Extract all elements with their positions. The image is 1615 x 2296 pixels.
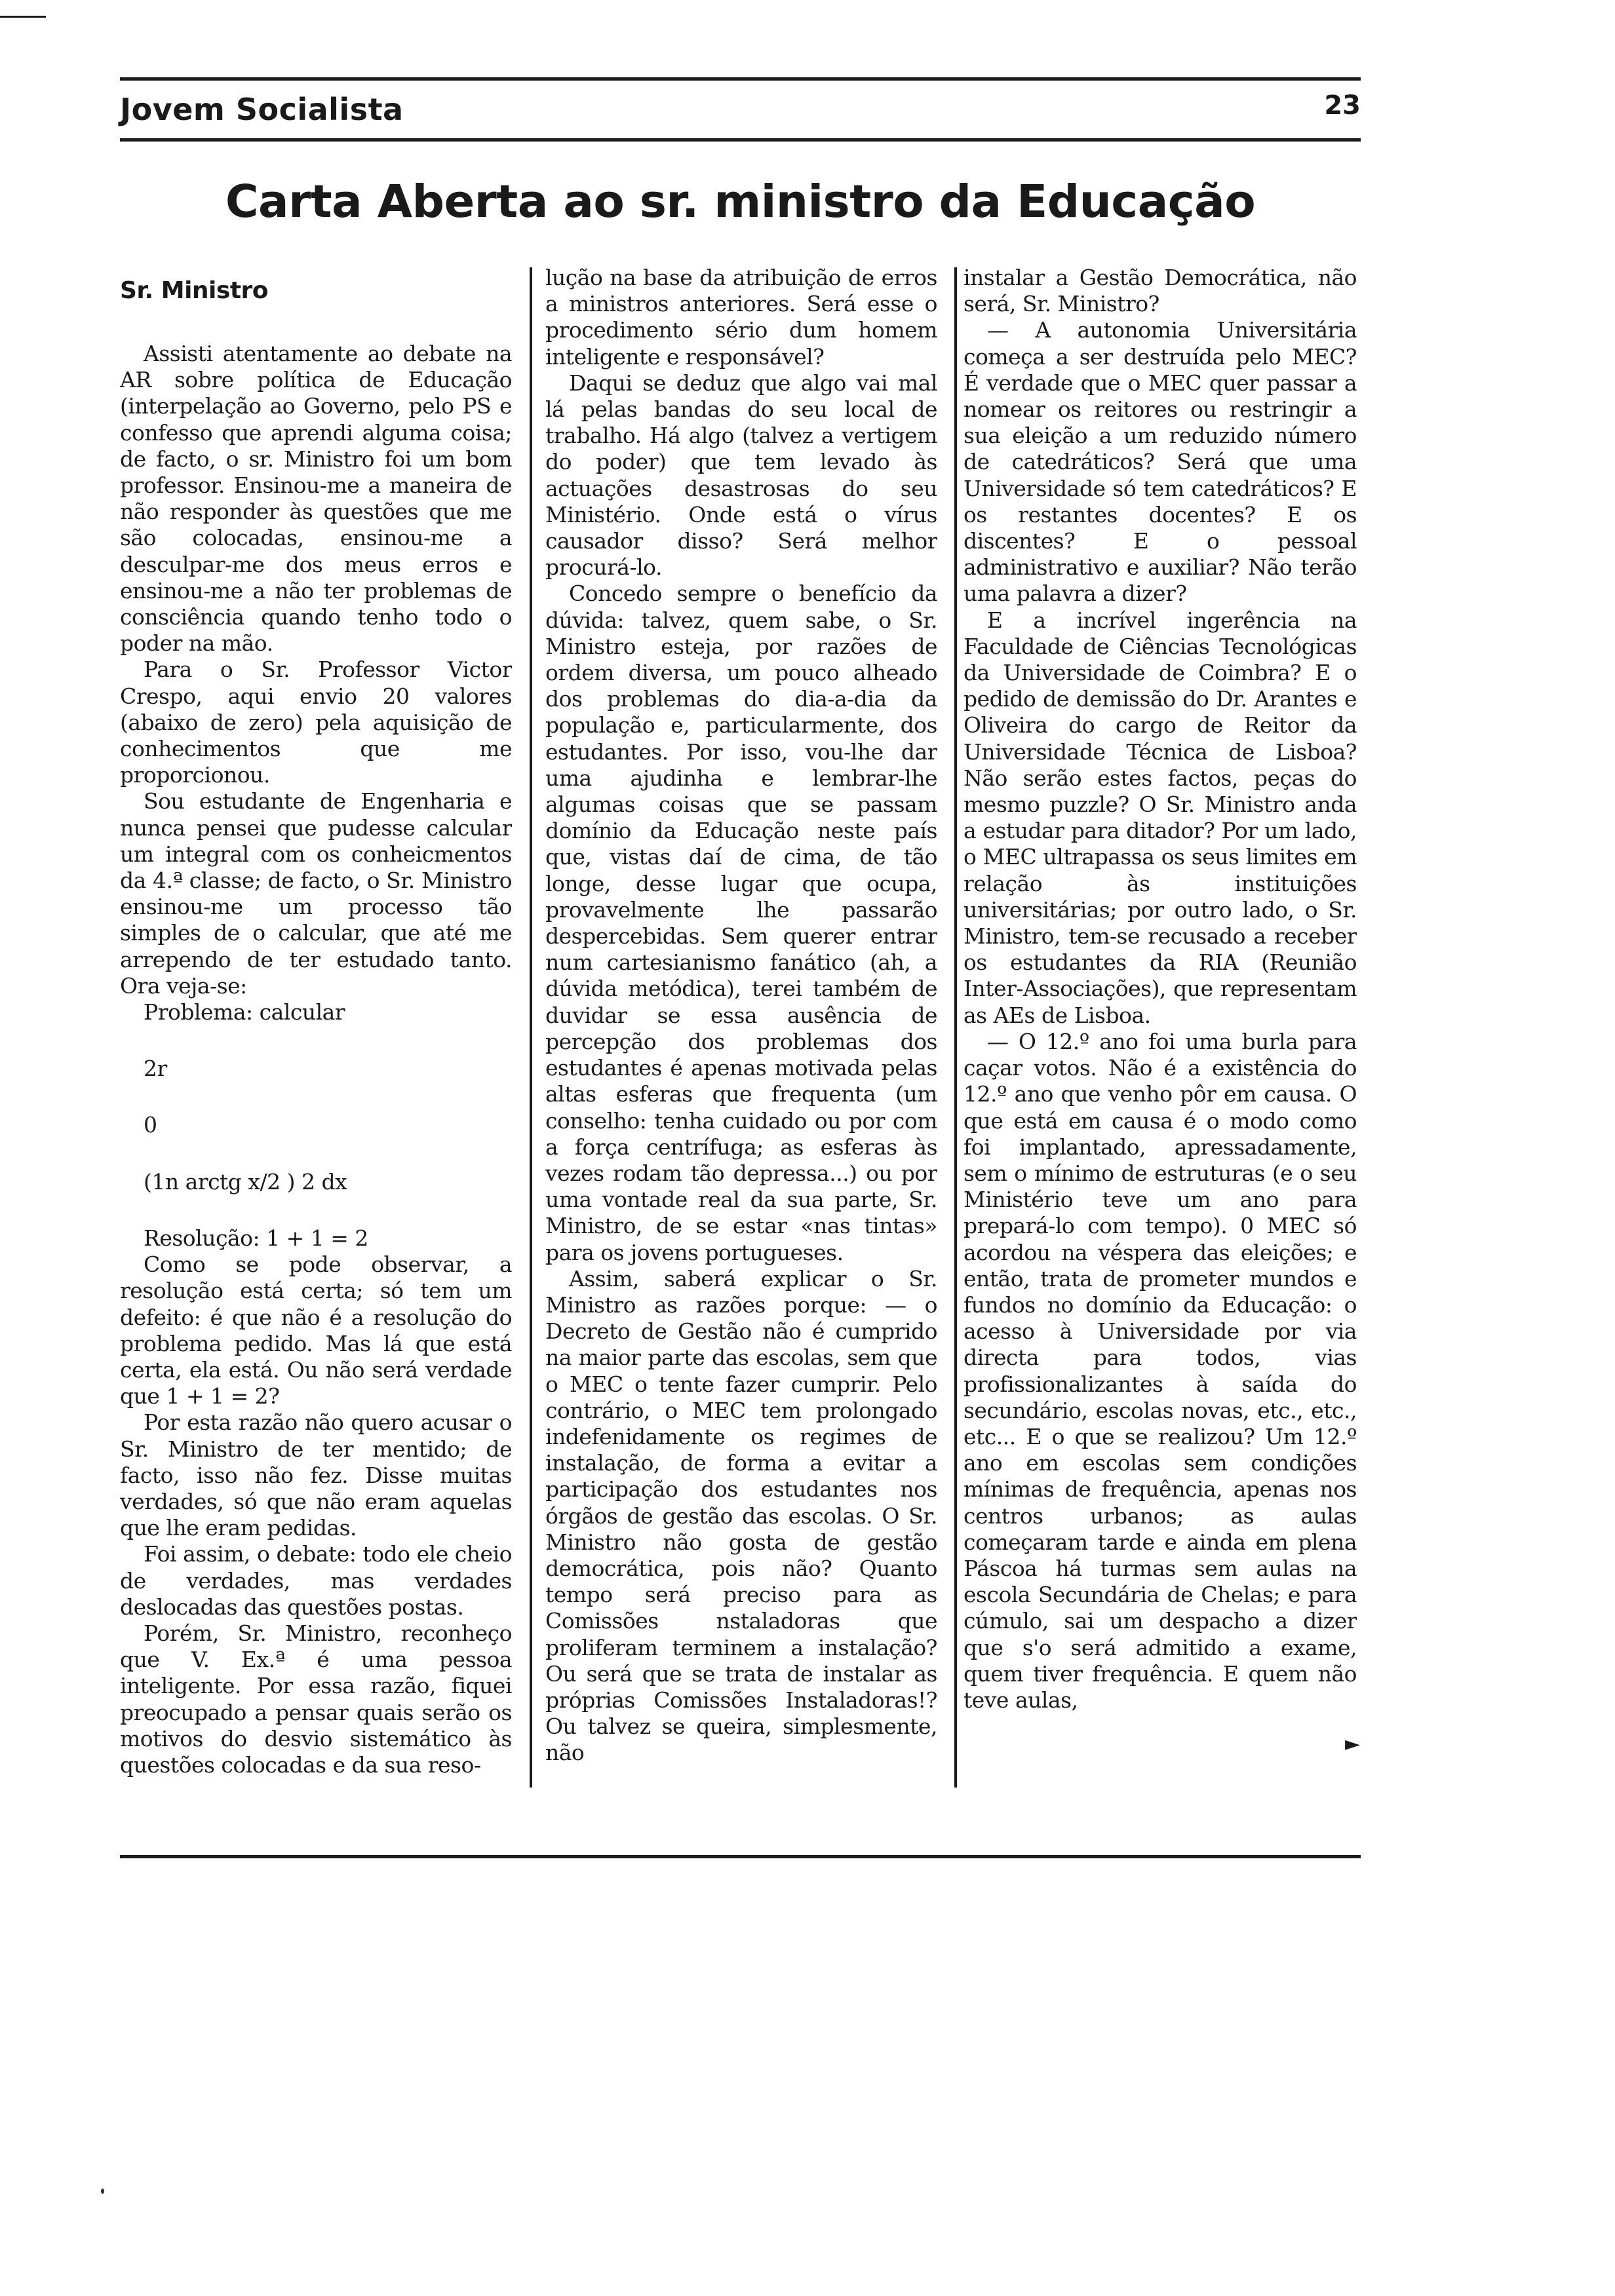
header-rule <box>120 138 1361 142</box>
formula-integrand: (1n arctg x/2 ) 2 dx <box>144 1168 347 1195</box>
paragraph: Daqui se deduz que algo vai mal lá pelas bandas do seu local de trabalho. Há algo (talvez a vertigem do poder) que tem levado às actuações desastrosas do seu Ministério. Onde está o vírus causador disso? Será melhor procurá-lo. <box>545 370 937 581</box>
paragraph: E a incrível ingerência na Faculdade de Ciências Tecnológicas da Universidade de Coimbra? E o pedido de demissão do Dr. Arantes e Oliveira do cargo de Reitor da Universidade Técnica de Lisboa? Não serão estes factos, peças do mesmo puzzle? O Sr. Ministro anda a estudar para ditador? Por um lado, o MEC ultrapassa os seus limites em relação às instituições universitárias; por outro lado, o Sr. Ministro, tem-se recusado a receber os estudantes da RIA (Reunião Inter-Associações), que representam as AEs de Lisboa. <box>963 607 1357 1028</box>
top-rule <box>120 77 1361 81</box>
paragraph: Por esta razão não quero acusar o Sr. Ministro de ter mentido; de facto, isso não fez. Disse muitas verdades, só que não eram aquelas que lhe eram pedidas. <box>120 1409 512 1541</box>
paragraph: lução na base da atribuição de erros a ministros anteriores. Será esse o procedimento sério dum homem inteligente e responsável? <box>545 265 937 370</box>
problem-label: Problema: calcular <box>144 999 345 1025</box>
article-title: Carta Aberta ao sr. ministro da Educação <box>225 176 1256 228</box>
paragraph: Como se pode observar, a resolução está certa; só tem um defeito: é que não é a resolução do problema pedido. Mas lá que está certa, ela está. Ou não será verdade que 1 + 1 = 2? <box>120 1252 512 1409</box>
paragraph: Porém, Sr. Ministro, reconheço que V. Ex.ª é uma pessoa inteligente. Por essa razão, fiquei preocupado a pensar quais serão os motivos do desvio sistemático às questões colocadas e da sua reso- <box>120 1620 512 1778</box>
publication-name: Jovem Socialista <box>120 92 404 127</box>
formula-lower-limit: 0 <box>144 1112 157 1138</box>
paragraph: Para o Sr. Professor Victor Crespo, aqui envio 20 valores (abaixo de zero) pela aquisição de conhecimentos que me proporcionou. <box>120 657 512 788</box>
formula-upper-limit: 2r <box>144 1056 167 1082</box>
scan-speck <box>101 2189 104 2194</box>
text-column-3 <box>963 265 1357 1844</box>
footer-rule <box>120 1855 1361 1858</box>
scan-corner-mark <box>0 16 46 18</box>
column-divider <box>954 267 957 1788</box>
continue-arrow-icon: ► <box>1345 1732 1361 1755</box>
paragraph: Sou estudante de Engenharia e nunca pensei que pudesse calcular um integral com os conheicmentos da 4.ª classe; de facto, o Sr. Ministro ensinou-me um processo tão simples de o calcular, que até me arrependo de ter estudado tanto. Ora veja-se: <box>120 788 512 999</box>
resolution: Resolução: 1 + 1 = 2 <box>144 1225 368 1251</box>
paragraph: Assisti atentamente ao debate na AR sobre política de Educação (interpelação ao Governo, pelo PS e confesso que aprendi alguma coisa; de facto, o sr. Ministro foi um bom professor. Ensinou-me a maneira de não responder às questões que me são colocadas, ensinou-me a desculpar-me dos meus erros e ensinou-me a não ter problemas de consciência quando tenho todo o poder na mão. <box>120 341 512 657</box>
salutation: Sr. Ministro <box>120 277 269 304</box>
paragraph: Assim, saberá explicar o Sr. Ministro as razões porque: — o Decreto de Gestão não é cumprido na maior parte das escolas, sem que o MEC o tente fazer cumprir. Pelo contrário, o MEC tem prolongado indefenidamente os regimes de instalação, de forma a evitar a participação dos estudantes nos órgãos de gestão das escolas. O Sr. Ministro não gosta de gestão democrática, pois não? Quanto tempo será preciso para as Comissões nstaladoras que proliferam terminem a instalação? Ou será que se trata de instalar as próprias Comissões Instaladoras!? Ou talvez se queira, simplesmente, não <box>545 1265 937 1766</box>
paragraph: — O 12.º ano foi uma burla para caçar votos. Não é a existência do 12.º ano que venho pôr em causa. O que está em causa é o modo como foi implantado, apressadamente, sem o mínimo de estruturas (e o seu Ministério teve um ano para prepará-lo com tempo). 0 MEC só acordou na véspera das eleições; e então, trata de prometer mundos e fundos no domínio da Educação: o acesso à Universidade por via directa para todos, vias profissionalizantes à saída do secundário, escolas novas, etc., etc., etc... E o que se realizou? Um 12.º ano em escolas sem condições mínimas de frequência, apenas nos centros urbanos; as aulas começaram tarde e ainda em plena Páscoa há turmas sem aulas na escola Secundária de Chelas; e para cúmulo, sai um despacho a dizer que s'o será admitido a exame, quem tiver frequência. E quem não teve aulas, <box>963 1028 1357 1713</box>
paragraph: Foi assim, o debate: todo ele cheio de verdades, mas verdades deslocadas das questões postas. <box>120 1541 512 1620</box>
paragraph: — A autonomia Universitária começa a ser destruída pelo MEC? É verdade que o MEC quer passar a nomear os reitores ou restringir a sua eleição a um reduzido número de catedráticos? Será que uma Universidade só tem catedráticos? E os restantes docentes? E os discentes? E o pessoal administrativo e auxiliar? Não terão uma palavra a dizer? <box>963 317 1357 607</box>
text-column-1 <box>120 265 512 1844</box>
text-column-2 <box>545 265 937 1844</box>
page-number: 23 <box>1324 90 1361 121</box>
paragraph: instalar a Gestão Democrática, não será, Sr. Ministro? <box>963 265 1357 317</box>
paragraph: Concedo sempre o benefício da dúvida: talvez, quem sabe, o Sr. Ministro esteja, por razões de ordem diversa, um pouco alheado dos problemas do dia-a-dia da população e, particularmente, dos estudantes. Por isso, vou-lhe dar uma ajudinha e lembrar-lhe algumas coisas que se passam domínio da Educação neste país que, vistas daí de cima, de tão longe, desse lugar que ocupa, provavelmente lhe passarão despercebidas. Sem querer entrar num cartesianismo fanático (ah, a dúvida metódica), terei também de duvidar se essa ausência de percepção dos problemas dos estudantes é apenas motivada pelas altas esferas que frequenta (um conselho: tenha cuidado ou por com a força centrífuga; as esferas às vezes rodam tão depressa...) ou por uma vontade real da sua parte, Sr. Ministro, de se estar «nas tintas» para os jovens portugueses. <box>545 581 937 1265</box>
column-divider <box>530 267 532 1788</box>
